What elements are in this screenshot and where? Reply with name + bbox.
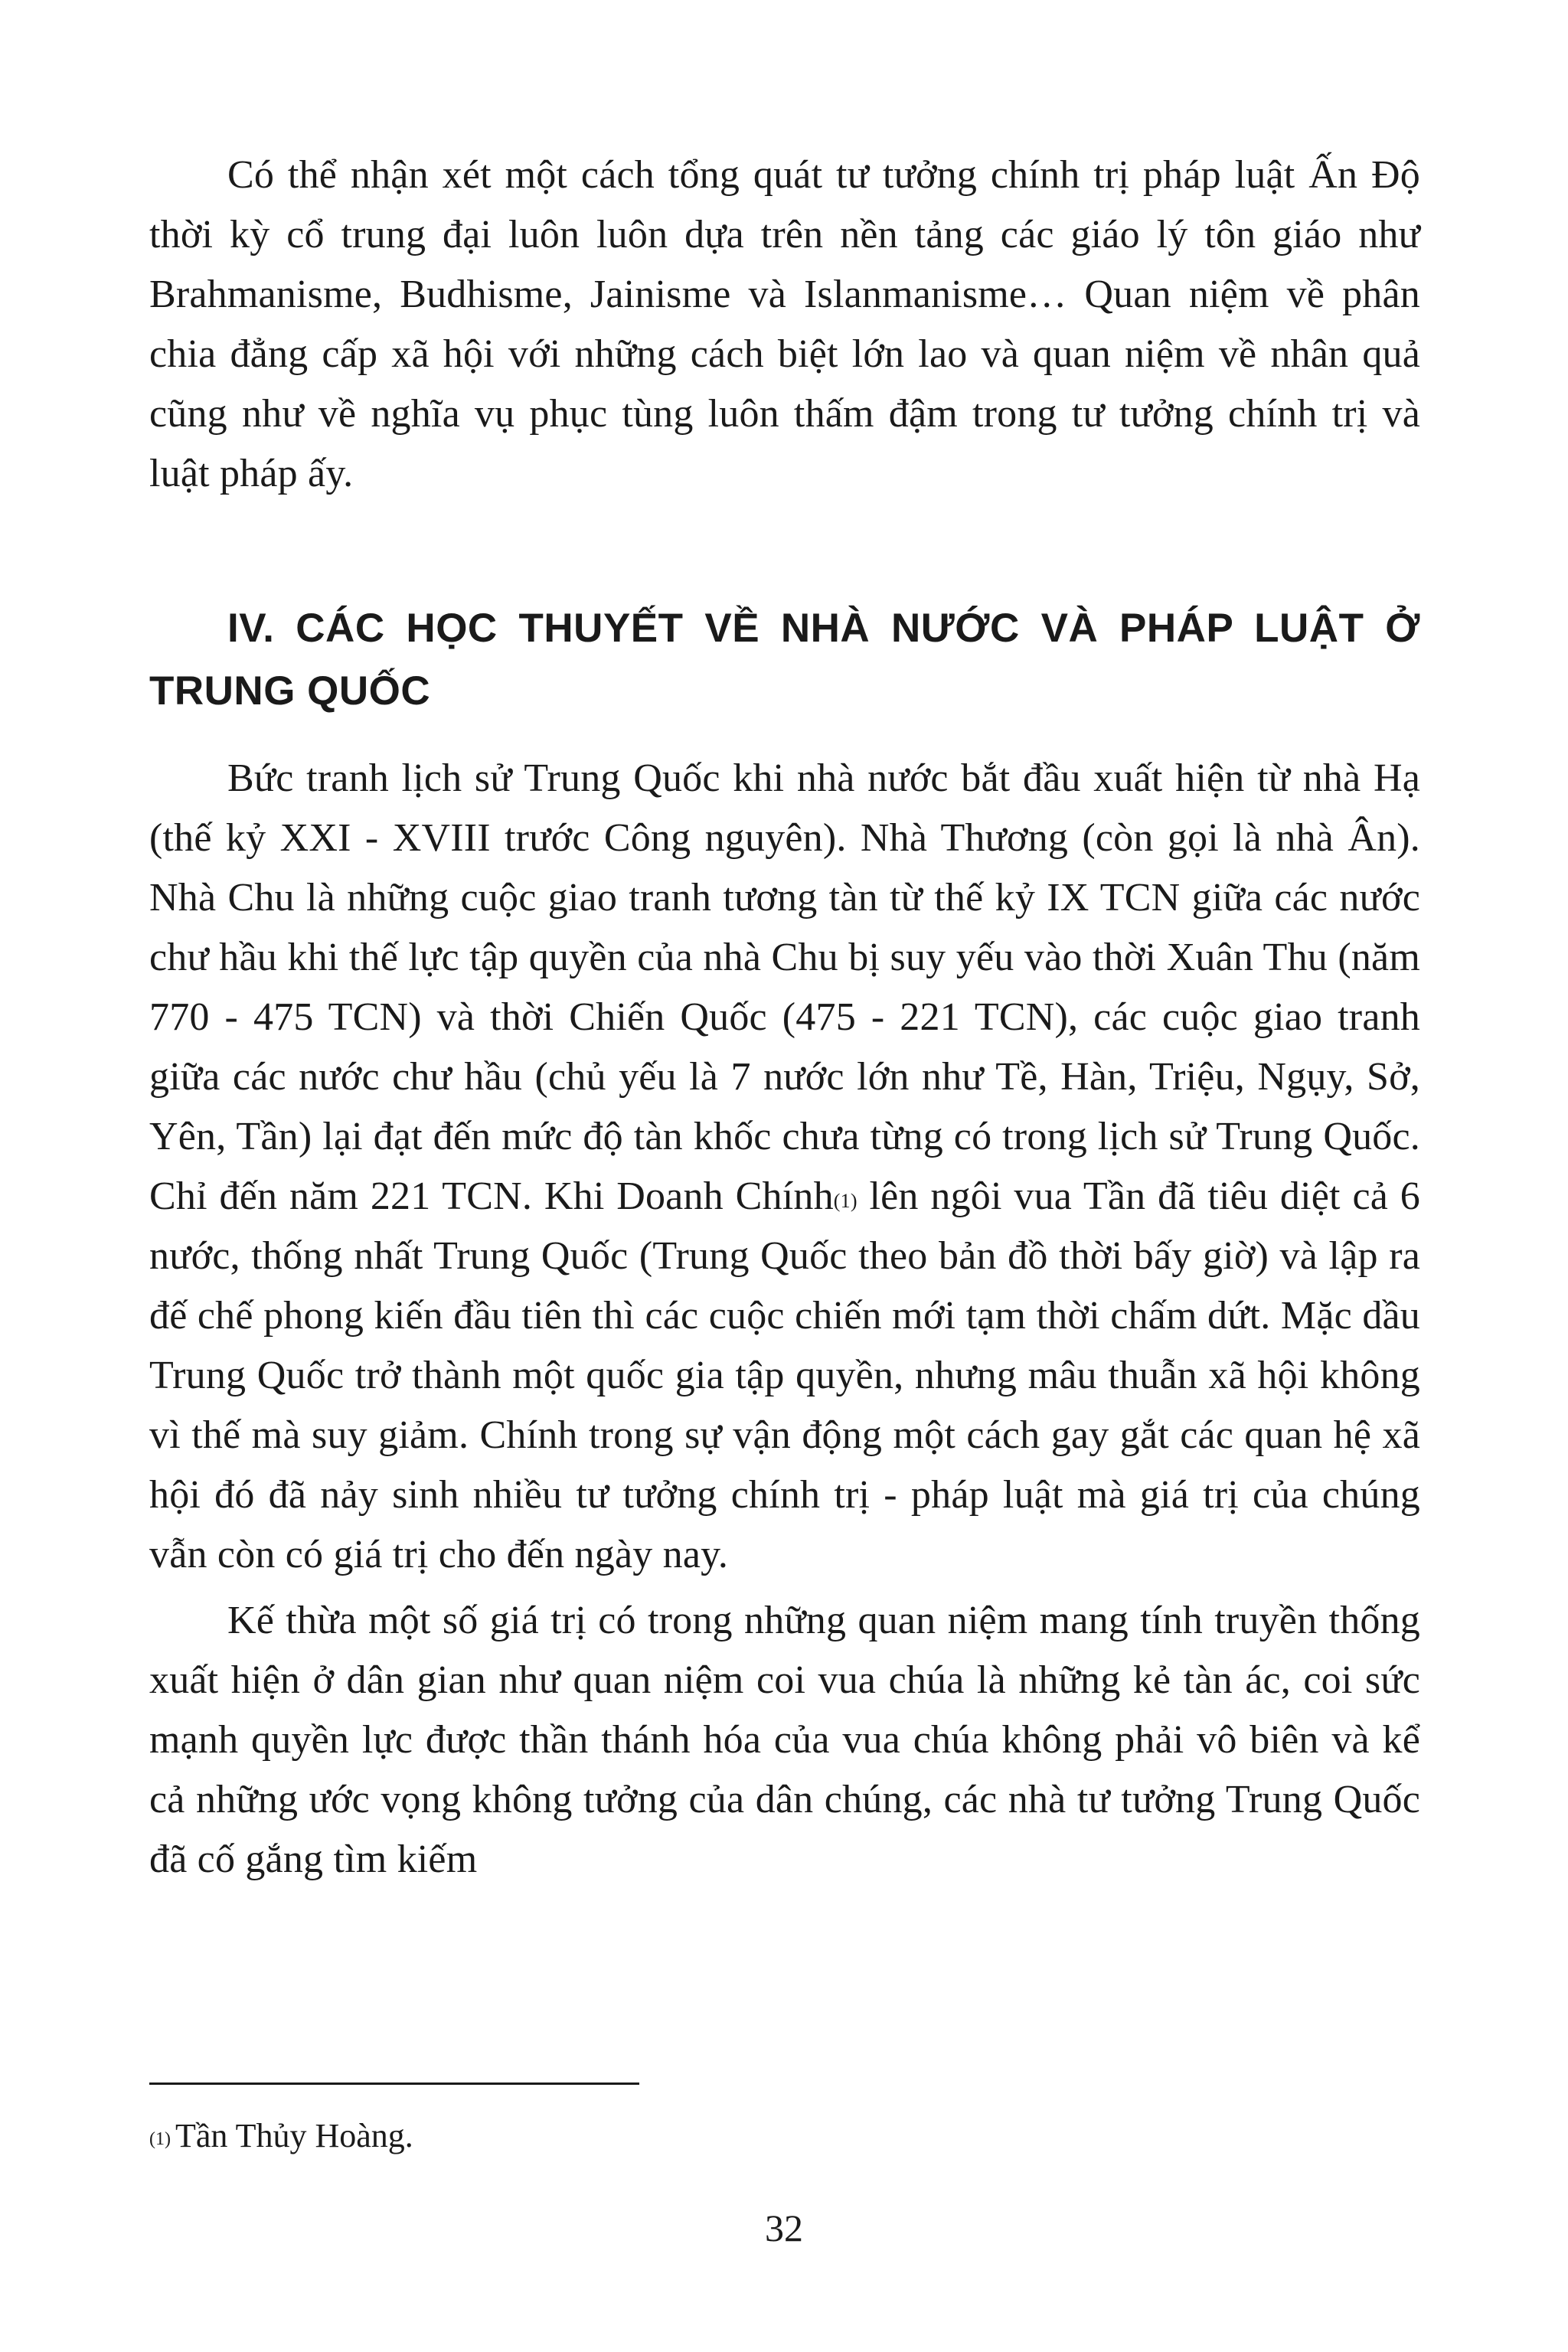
section-heading: IV. CÁC HỌC THUYẾT VỀ NHÀ NƯỚC VÀ PHÁP LUẬT Ở TRUNG QUỐC (149, 606, 1420, 714)
footnote-text: Tần Thủy Hoàng. (175, 2117, 413, 2154)
paragraph-text-after-ref: lên ngôi vua Tần đã tiêu diệt cả 6 nước, thống nhất Trung Quốc (Trung Quốc theo bản đồ thời bấy giờ) và lập ra đế chế phong kiến đầu tiên thì các cuộc chiến mới tạm thời chấm dứt. Mặc dầu Trung Quốc trở thành một quốc gia tập quyền, nhưng mâu thuẫn xã hội không vì thế mà suy giảm. Chính trong sự vận động một cách gay gắt các quan hệ xã hội đó đã nảy sinh nhiều tư tưởng chính trị - pháp luật mà giá trị của chúng vẫn còn có giá trị cho đến ngày nay. (149, 1174, 1421, 1576)
page-body (149, 145, 1420, 1896)
paragraph-india-summary: Có thể nhận xét một cách tổng quát tư tưởng chính trị pháp luật Ấn Độ thời kỳ cổ trung đại luôn luôn dựa trên nền tảng các giáo lý tôn giáo như Brahmanisme, Budhisme, Jainisme và Islanmanisme… Quan niệm về phân chia đẳng cấp xã hội với những cách biệt lớn lao và quan niệm về nhân quả cũng như về nghĩa vụ phục tùng luôn thấm đậm trong tư tưởng chính trị và luật pháp ấy. (149, 153, 1420, 495)
paragraph-china-thinkers: Kế thừa một số giá trị có trong những quan niệm mang tính truyền thống xuất hiện ở dân gian như quan niệm coi vua chúa là những kẻ tàn ác, coi sức mạnh quyền lực được thần thánh hóa của vua chúa không phải vô biên và kể cả những ước vọng không tưởng của dân chúng, các nhà tư tưởng Trung Quốc đã cố gắng tìm kiếm (149, 1599, 1420, 1881)
paragraph-text-before-ref: Bức tranh lịch sử Trung Quốc khi nhà nước bắt đầu xuất hiện từ nhà Hạ (thế kỷ XXI - XVIII trước Công nguyên). Nhà Thương (còn gọi là nhà Ân). Nhà Chu là những cuộc giao tranh tương tàn từ thế kỷ IX TCN giữa các nước chư hầu khi thế lực tập quyền của nhà Chu bị suy yếu vào thời Xuân Thu (năm 770 - 475 TCN) và thời Chiến Quốc (475 - 221 TCN), các cuộc giao tranh giữa các nước chư hầu (chủ yếu là 7 nước lớn như Tề, Hàn, Triệu, Ngụy, Sở, Yên, Tần) lại đạt đến mức độ tàn khốc chưa từng có trong lịch sử Trung Quốc. Chỉ đến năm 221 TCN. Khi Doanh Chính (149, 756, 1420, 1218)
footnote-mark: (1) (149, 2129, 171, 2149)
footnote-divider (149, 2082, 639, 2085)
footnote (149, 2115, 413, 2158)
paragraph-china-history (149, 749, 1420, 1585)
footnote-reference[interactable]: (1) (833, 1190, 858, 1212)
page-number: 32 (765, 2207, 803, 2249)
